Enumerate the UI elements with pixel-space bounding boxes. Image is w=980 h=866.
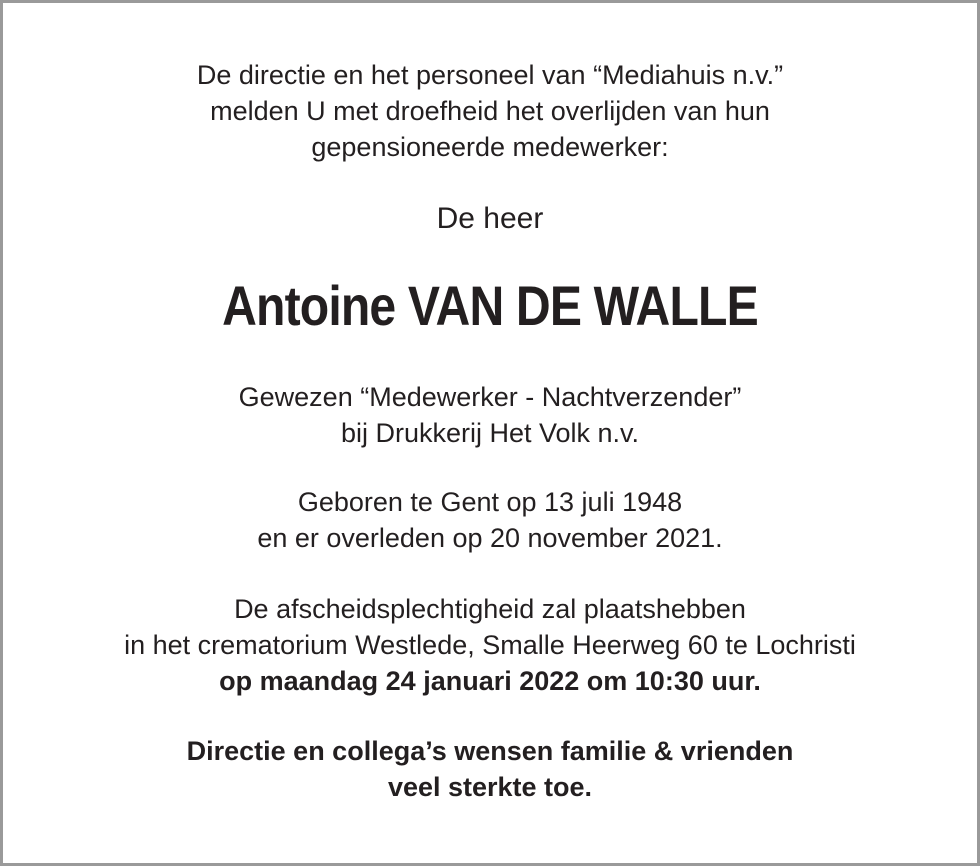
- birth-death-dates: [3, 484, 977, 556]
- closing-message: [3, 733, 977, 805]
- salutation: De heer: [436, 202, 544, 235]
- deceased-name: Antoine VAN DE WALLE: [222, 274, 758, 337]
- intro-line: gepensioneerde medewerker:: [311, 132, 669, 162]
- ceremony-details: [3, 591, 977, 699]
- closing-line: veel sterkte toe.: [387, 772, 593, 802]
- date-line: Geboren te Gent op 13 juli 1948: [297, 487, 683, 517]
- role-line: bij Drukkerij Het Volk n.v.: [340, 418, 640, 448]
- closing-line: Directie en collega’s wensen familie & vrienden: [186, 736, 794, 766]
- date-line: en er overleden op 20 november 2021.: [257, 523, 723, 553]
- role-line: Gewezen “Medewerker - Nachtverzender”: [238, 382, 742, 412]
- ceremony-line: in het crematorium Westlede, Smalle Heerweg 60 te Lochristi: [124, 630, 856, 660]
- role-text: [3, 379, 977, 451]
- intro-text: [3, 57, 977, 165]
- intro-line: De directie en het personeel van “Mediahuis n.v.”: [196, 60, 784, 90]
- intro-line: melden U met droefheid het overlijden van hun: [210, 96, 770, 126]
- ceremony-datetime: op maandag 24 januari 2022 om 10:30 uur.: [219, 666, 761, 696]
- ceremony-line: De afscheidsplechtigheid zal plaatshebben: [234, 594, 746, 624]
